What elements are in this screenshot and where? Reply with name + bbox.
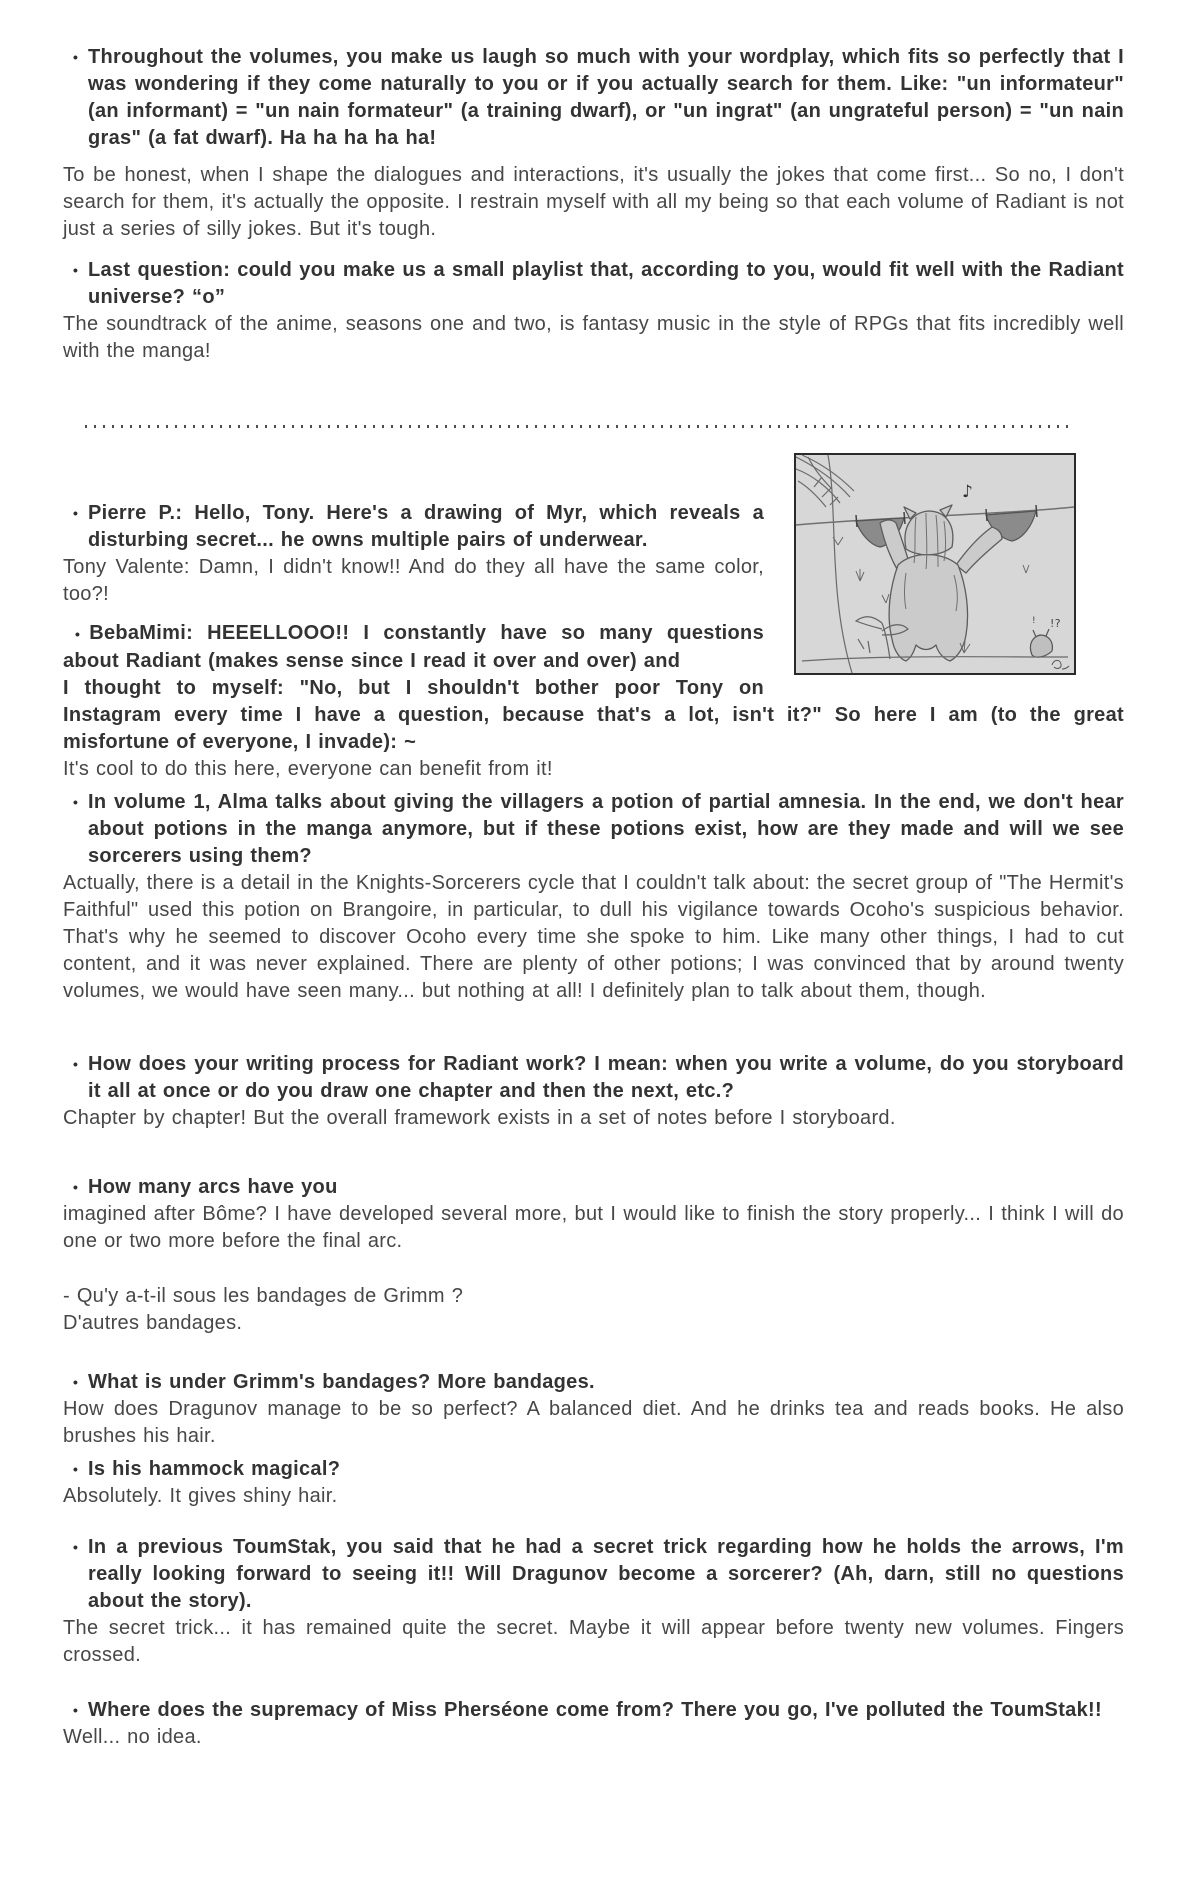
- answer-text: Chapter by chapter! But the overall framework exists in a set of notes before I storyboard.: [63, 1107, 896, 1129]
- answer-paragraph: [63, 870, 1124, 1005]
- untranslated-line: [63, 1283, 1124, 1310]
- question-paragraph: [63, 1051, 1124, 1105]
- dotted-separator: [85, 425, 1075, 428]
- question-text: What is under Grimm's bandages? More bandages.: [88, 1371, 595, 1393]
- question-paragraph: [63, 1697, 1124, 1724]
- answer-paragraph: [63, 1396, 1124, 1450]
- svg-text:!?: !?: [1050, 617, 1061, 630]
- answer-text: Tony Valente: Damn, I didn't know!! And do they all have the same color, too?!: [63, 556, 764, 605]
- question-paragraph: [63, 44, 1124, 152]
- bullet-icon: •: [75, 626, 81, 642]
- bullet-icon: •: [73, 1461, 79, 1477]
- bullet-icon: •: [73, 49, 79, 65]
- question-paragraph: [63, 1174, 1124, 1201]
- bullet-icon: •: [73, 505, 79, 521]
- answer-text: It's cool to do this here, everyone can benefit from it!: [63, 758, 553, 780]
- music-note-icon: ♪: [962, 482, 974, 502]
- answer-text: To be honest, when I shape the dialogues and interactions, it's usually the jokes that come first... So no, I don't search for them, it's actually the opposite. I restrain myself with all my being so that each volume of Radiant is not just a series of silly jokes. But it's tough.: [63, 164, 1124, 240]
- answer-text: Actually, there is a detail in the Knights-Sorcerers cycle that I couldn't talk about: the secret group of "The Hermit's Faithful" used this potion on Brangoire, in particular, to dull his vigilance towards Ocoho's suspicious behavior. That's why he seemed to discover Ocoho every time she spoke to him. Like many other things, I had to cut content, and it was never explained. There are plenty of other potions; I was convinced that by around twenty volumes, we would have seen many... but nothing at all! I definitely plan to talk about them, though.: [63, 872, 1124, 1002]
- answer-text: The soundtrack of the anime, seasons one and two, is fantasy music in the style of RPGs that fits incredibly well with the manga!: [63, 313, 1124, 362]
- question-text: How many arcs have you: [88, 1176, 338, 1198]
- question-text: In volume 1, Alma talks about giving the villagers a potion of partial amnesia. In the end, we don't hear about potions in the manga anymore, but if these potions exist, how are they made and will we see sorcerers using them?: [88, 791, 1124, 867]
- bullet-icon: •: [73, 794, 79, 810]
- question-text: Where does the supremacy of Miss Pherséone come from? There you go, I've polluted the ToumStak!!: [88, 1699, 1102, 1721]
- answer-text: Absolutely. It gives shiny hair.: [63, 1485, 338, 1507]
- answer-paragraph: [63, 162, 1124, 243]
- bullet-icon: •: [73, 262, 79, 278]
- bullet-icon: •: [73, 1702, 79, 1718]
- question-paragraph: [63, 789, 1124, 870]
- question-text: Throughout the volumes, you make us laugh so much with your wordplay, which fits so perfectly that I was wondering if they come naturally to you or if you actually search for them. Like: "un informateur" (an informant) = "un nain formateur" (a training dwarf), or "un ingrat" (an ungrateful person) = "un nain gras" (a fat dwarf). Ha ha ha ha ha!: [88, 46, 1124, 149]
- svg-text:!: !: [1032, 616, 1036, 626]
- question-paragraph: [63, 257, 1124, 311]
- untranslated-line: [63, 1310, 1124, 1337]
- question-paragraph: [63, 1369, 1124, 1396]
- bullet-icon: •: [73, 1539, 79, 1555]
- answer-paragraph: [63, 1201, 1124, 1255]
- answer-paragraph: [63, 311, 1124, 365]
- question-text: Is his hammock magical?: [88, 1458, 341, 1480]
- question-paragraph: [63, 675, 1124, 756]
- question-text: BebaMimi: HEEELLOOO!! I constantly have so many questions about Radiant (makes sense since I read it over and over) and: [63, 622, 764, 672]
- question-text: How does your writing process for Radiant work? I mean: when you write a volume, do you storyboard it all at once or do you draw one chapter and then the next, etc.?: [88, 1053, 1124, 1102]
- answer-paragraph: [63, 1724, 1124, 1751]
- myr-drawing: [794, 453, 1076, 675]
- question-text: Last question: could you make us a small playlist that, according to you, would fit well with the Radiant universe? “o”: [88, 259, 1124, 308]
- untranslated-text: - Qu'y a-t-il sous les bandages de Grimm ?: [63, 1285, 464, 1307]
- bullet-icon: •: [73, 1056, 79, 1072]
- bullet-icon: •: [73, 1179, 79, 1195]
- answer-text: imagined after Bôme? I have developed several more, but I would like to finish the story properly... I think I will do one or two more before the final arc.: [63, 1203, 1124, 1252]
- answer-text: Well... no idea.: [63, 1726, 202, 1748]
- bullet-icon: •: [73, 1374, 79, 1390]
- question-text: I thought to myself: "No, but I shouldn't bother poor Tony on Instagram every time I have a question, because that's a lot, isn't it?" So here I am (to the great misfortune of everyone, I invade): ~: [63, 677, 1124, 753]
- question-paragraph: [63, 500, 1124, 554]
- question-text: Pierre P.: Hello, Tony. Here's a drawing of Myr, which reveals a disturbing secret... he owns multiple pairs of underwear.: [88, 502, 764, 551]
- answer-text: How does Dragunov manage to be so perfect? A balanced diet. And he drinks tea and reads books. He also brushes his hair.: [63, 1398, 1124, 1447]
- question-text: In a previous ToumStak, you said that he had a secret trick regarding how he holds the arrows, I'm really looking forward to seeing it!! Will Dragunov become a sorcerer? (Ah, darn, still no questions about the story).: [88, 1536, 1124, 1612]
- answer-paragraph: [63, 1483, 1124, 1510]
- question-paragraph: [63, 1456, 1124, 1483]
- question-paragraph: [63, 1534, 1124, 1615]
- untranslated-text: D'autres bandages.: [63, 1312, 243, 1334]
- interview-article: [63, 44, 1124, 1751]
- answer-paragraph: [63, 1615, 1124, 1669]
- answer-paragraph: [63, 756, 1124, 783]
- myr-drawing-figure: [794, 453, 1076, 675]
- answer-text: The secret trick... it has remained quite the secret. Maybe it will appear before twenty new volumes. Fingers crossed.: [63, 1617, 1124, 1666]
- answer-paragraph: [63, 1105, 1124, 1132]
